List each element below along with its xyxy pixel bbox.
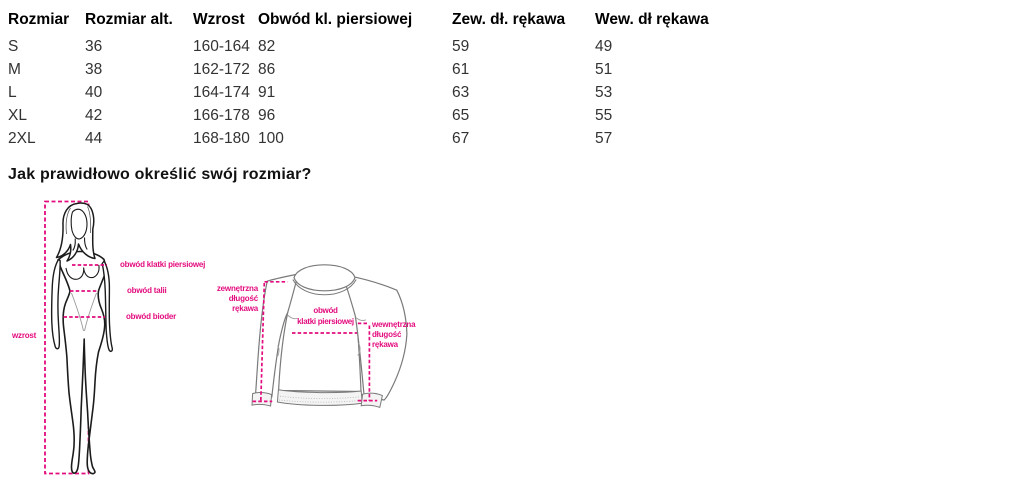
header-cell-wzrost: Wzrost — [193, 11, 245, 28]
figure-face — [71, 209, 87, 239]
table-cell: S — [8, 38, 19, 55]
table-cell: 63 — [452, 84, 470, 101]
table-cell: 100 — [258, 130, 284, 147]
table-cell: 36 — [85, 38, 103, 55]
label-chest-circumference: obwód klatki piersiowej — [120, 260, 206, 269]
table-cell: 44 — [85, 130, 103, 147]
table-cell: 57 — [595, 130, 613, 147]
garment-neckband — [294, 265, 355, 291]
header-cell-wew-rekaw: Wew. dł rękawa — [595, 11, 709, 28]
label-line: długość — [372, 330, 402, 339]
figure-right-arm — [102, 261, 112, 351]
table-cell: 86 — [258, 61, 276, 78]
table-cell: 65 — [452, 107, 470, 124]
label-inner-sleeve-length — [372, 320, 415, 350]
table-cell: 2XL — [8, 130, 36, 147]
table-cell: 91 — [258, 84, 276, 101]
label-garment-chest-circumference — [288, 306, 363, 327]
label-outer-sleeve-length — [204, 284, 258, 314]
table-cell: 82 — [258, 38, 276, 55]
header-cell-rozmiar-alt: Rozmiar alt. — [85, 11, 173, 28]
table-cell: 51 — [595, 61, 613, 78]
table-cell: 160-164 — [193, 38, 250, 55]
label-line: rękawa — [372, 340, 398, 349]
header-cell-rozmiar: Rozmiar — [8, 11, 70, 28]
label-waist-circumference: obwód talii — [127, 286, 167, 295]
table-cell: 53 — [595, 84, 613, 101]
table-cell: L — [8, 84, 17, 101]
label-line: wewnętrzna — [372, 320, 416, 329]
table-cell: 59 — [452, 38, 470, 55]
table-cell: 42 — [85, 107, 103, 124]
header-cell-obwod: Obwód kl. piersiowej — [258, 11, 413, 28]
table-cell: 61 — [452, 61, 470, 78]
table-cell: 55 — [595, 107, 613, 124]
table-cell: M — [8, 61, 21, 78]
garment-hem-band — [277, 390, 362, 406]
table-cell: 166-178 — [193, 107, 250, 124]
table-cell: 168-180 — [193, 130, 250, 147]
table-cell: 67 — [452, 130, 470, 147]
label-line: obwód — [313, 306, 338, 315]
table-cell: 96 — [258, 107, 276, 124]
figure-body — [58, 252, 105, 474]
female-figure-illustration — [45, 202, 112, 474]
label-height: wzrost — [12, 331, 37, 340]
label-line: rękawa — [232, 304, 258, 313]
table-cell: XL — [8, 107, 27, 124]
label-hip-circumference: obwód bioder — [126, 312, 177, 321]
section-heading: Jak prawidłowo określić swój rozmiar? — [8, 166, 312, 183]
label-line: klatki piersiowej — [297, 316, 354, 326]
header-cell-zew-rekaw: Zew. dł. rękawa — [452, 11, 566, 28]
label-line: długość — [228, 294, 258, 303]
figure-left-arm — [52, 260, 61, 349]
label-line: zewnętrzna — [216, 284, 258, 293]
table-cell: 49 — [595, 38, 613, 55]
table-cell: 164-174 — [193, 84, 250, 101]
table-cell: 38 — [85, 61, 103, 78]
table-cell: 40 — [85, 84, 103, 101]
table-cell: 162-172 — [193, 61, 250, 78]
